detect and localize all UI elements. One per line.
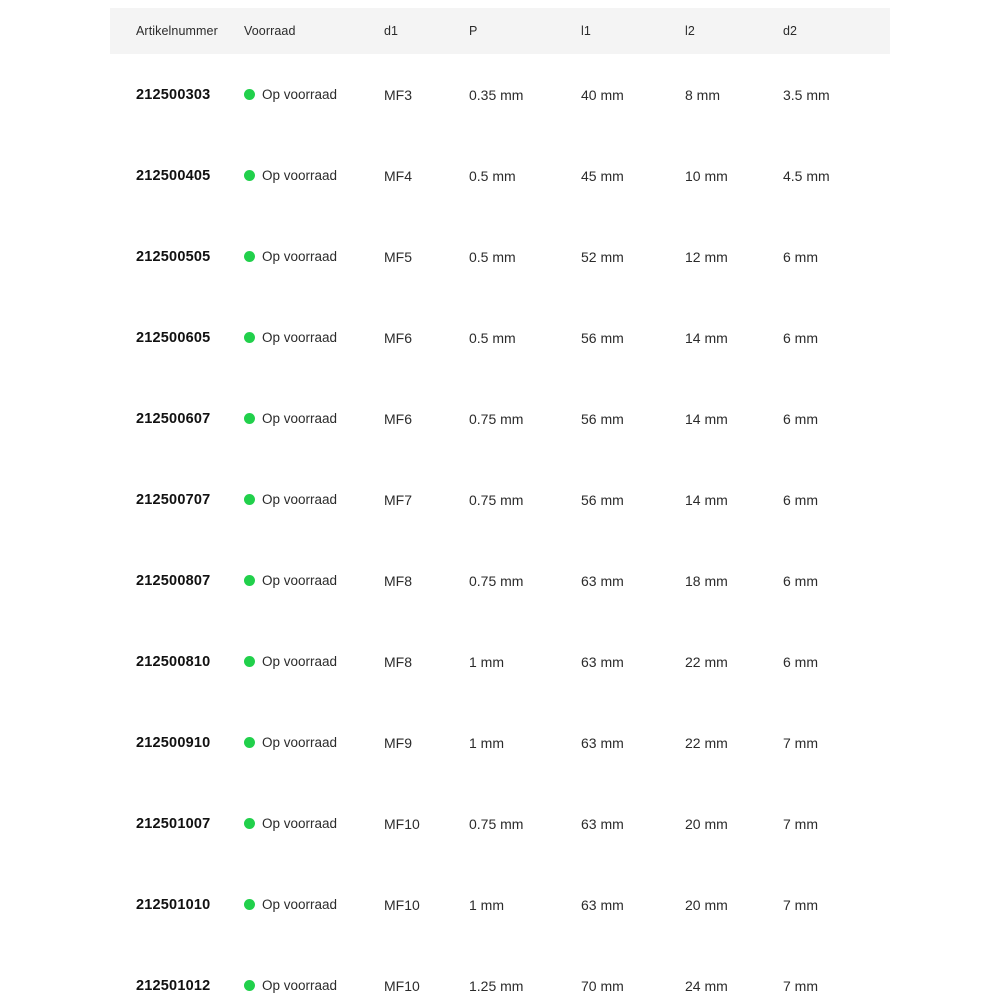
cell-d1: MF5 [384, 248, 412, 265]
cell-l1: 45 mm [581, 167, 624, 184]
cell-d1: MF3 [384, 86, 412, 103]
in-stock-icon [244, 89, 255, 100]
table-row[interactable] [110, 783, 890, 864]
cell-voorraad [244, 864, 384, 945]
in-stock-icon [244, 494, 255, 505]
cell-voorraad [244, 702, 384, 783]
cell-l2: 22 mm [685, 734, 728, 751]
cell-d2: 7 mm [783, 815, 818, 832]
cell-d2: 7 mm [783, 734, 818, 751]
cell-voorraad [244, 135, 384, 216]
cell-p: 0.5 mm [469, 329, 516, 346]
cell-l1: 63 mm [581, 815, 624, 832]
cell-d2: 7 mm [783, 896, 818, 913]
in-stock-icon [244, 170, 255, 181]
stock-label: Op voorraad [262, 572, 338, 588]
stock-label: Op voorraad [262, 734, 338, 750]
cell-p: 1 mm [469, 653, 504, 670]
cell-voorraad [244, 621, 384, 702]
cell-l1: 63 mm [581, 653, 624, 670]
cell-voorraad [244, 54, 384, 135]
cell-d1: MF4 [384, 167, 412, 184]
status-badge [244, 978, 337, 993]
cell-l1: 63 mm [581, 896, 624, 913]
in-stock-icon [244, 899, 255, 910]
table-row[interactable] [110, 54, 890, 135]
in-stock-icon [244, 818, 255, 829]
cell-d1: MF6 [384, 329, 412, 346]
stock-label: Op voorraad [262, 491, 338, 507]
cell-voorraad [244, 297, 384, 378]
cell-p: 0.75 mm [469, 410, 524, 427]
cell-p: 0.75 mm [469, 491, 524, 508]
cell-artikelnummer: 212500607 [136, 410, 211, 427]
cell-artikelnummer: 212500910 [136, 734, 211, 751]
in-stock-icon [244, 413, 255, 424]
cell-d1: MF10 [384, 815, 420, 832]
cell-l2: 18 mm [685, 572, 728, 589]
status-badge [244, 573, 337, 588]
cell-p: 1 mm [469, 734, 504, 751]
cell-l1: 56 mm [581, 491, 624, 508]
cell-l1: 63 mm [581, 734, 624, 751]
status-badge [244, 330, 337, 345]
status-badge [244, 411, 337, 426]
cell-d2: 3.5 mm [783, 86, 830, 103]
cell-artikelnummer: 212500303 [136, 86, 211, 103]
table-row[interactable] [110, 297, 890, 378]
cell-voorraad [244, 216, 384, 297]
cell-p: 1.25 mm [469, 977, 524, 994]
cell-artikelnummer: 212501007 [136, 815, 211, 832]
stock-label: Op voorraad [262, 86, 338, 102]
table-row[interactable] [110, 378, 890, 459]
cell-l2: 10 mm [685, 167, 728, 184]
status-badge [244, 249, 337, 264]
table-row[interactable] [110, 459, 890, 540]
cell-l2: 12 mm [685, 248, 728, 265]
in-stock-icon [244, 737, 255, 748]
column-header-d2: d2 [783, 24, 798, 38]
stock-label: Op voorraad [262, 248, 338, 264]
cell-d1: MF10 [384, 977, 420, 994]
in-stock-icon [244, 332, 255, 343]
cell-p: 0.75 mm [469, 815, 524, 832]
cell-artikelnummer: 212500605 [136, 329, 211, 346]
cell-d2: 6 mm [783, 572, 818, 589]
stock-label: Op voorraad [262, 977, 338, 993]
stock-label: Op voorraad [262, 653, 338, 669]
table-row[interactable] [110, 702, 890, 783]
cell-voorraad [244, 783, 384, 864]
cell-l2: 14 mm [685, 491, 728, 508]
column-header-l2: l2 [685, 24, 695, 38]
cell-artikelnummer: 212500405 [136, 167, 211, 184]
table-body [110, 54, 890, 1000]
cell-l2: 14 mm [685, 329, 728, 346]
cell-voorraad [244, 945, 384, 1000]
cell-d1: MF8 [384, 653, 412, 670]
cell-artikelnummer: 212500505 [136, 248, 211, 265]
cell-l2: 20 mm [685, 815, 728, 832]
cell-d2: 6 mm [783, 248, 818, 265]
status-badge [244, 735, 337, 750]
cell-d2: 6 mm [783, 329, 818, 346]
stock-label: Op voorraad [262, 815, 338, 831]
cell-voorraad [244, 459, 384, 540]
cell-p: 0.5 mm [469, 248, 516, 265]
cell-l2: 24 mm [685, 977, 728, 994]
cell-d2: 7 mm [783, 977, 818, 994]
in-stock-icon [244, 656, 255, 667]
status-badge [244, 87, 337, 102]
cell-d2: 6 mm [783, 491, 818, 508]
cell-l1: 56 mm [581, 329, 624, 346]
table-row[interactable] [110, 540, 890, 621]
cell-p: 0.35 mm [469, 86, 524, 103]
cell-l1: 40 mm [581, 86, 624, 103]
cell-artikelnummer: 212500810 [136, 653, 211, 670]
cell-d1: MF8 [384, 572, 412, 589]
cell-l1: 63 mm [581, 572, 624, 589]
cell-d2: 6 mm [783, 410, 818, 427]
cell-artikelnummer: 212500807 [136, 572, 211, 589]
cell-l2: 14 mm [685, 410, 728, 427]
table-header-row [110, 8, 890, 54]
cell-artikelnummer: 212501012 [136, 977, 211, 994]
cell-d2: 6 mm [783, 653, 818, 670]
table-row[interactable] [110, 621, 890, 702]
cell-d1: MF7 [384, 491, 412, 508]
cell-l1: 52 mm [581, 248, 624, 265]
cell-l2: 22 mm [685, 653, 728, 670]
product-variants-table [110, 8, 890, 1000]
in-stock-icon [244, 575, 255, 586]
spec-table-container [110, 8, 890, 1000]
cell-d2: 4.5 mm [783, 167, 830, 184]
status-badge [244, 897, 337, 912]
in-stock-icon [244, 980, 255, 991]
table-row[interactable] [110, 945, 890, 1000]
cell-artikelnummer: 212501010 [136, 896, 211, 913]
stock-label: Op voorraad [262, 167, 338, 183]
cell-l1: 56 mm [581, 410, 624, 427]
column-header-d1: d1 [384, 24, 399, 38]
table-header [110, 8, 890, 54]
column-header-voorraad: Voorraad [244, 24, 296, 38]
in-stock-icon [244, 251, 255, 262]
cell-artikelnummer: 212500707 [136, 491, 211, 508]
status-badge [244, 168, 337, 183]
cell-voorraad [244, 540, 384, 621]
cell-d1: MF10 [384, 896, 420, 913]
column-header-p: P [469, 24, 478, 38]
cell-voorraad [244, 378, 384, 459]
cell-d1: MF9 [384, 734, 412, 751]
table-row[interactable] [110, 216, 890, 297]
cell-l2: 20 mm [685, 896, 728, 913]
stock-label: Op voorraad [262, 410, 338, 426]
column-header-artikelnummer: Artikelnummer [136, 24, 218, 38]
status-badge [244, 654, 337, 669]
cell-p: 0.5 mm [469, 167, 516, 184]
table-row[interactable] [110, 864, 890, 945]
status-badge [244, 492, 337, 507]
cell-p: 1 mm [469, 896, 504, 913]
stock-label: Op voorraad [262, 329, 338, 345]
cell-p: 0.75 mm [469, 572, 524, 589]
column-header-l1: l1 [581, 24, 591, 38]
table-row[interactable] [110, 135, 890, 216]
status-badge [244, 816, 337, 831]
cell-d1: MF6 [384, 410, 412, 427]
cell-l1: 70 mm [581, 977, 624, 994]
stock-label: Op voorraad [262, 896, 338, 912]
cell-l2: 8 mm [685, 86, 720, 103]
